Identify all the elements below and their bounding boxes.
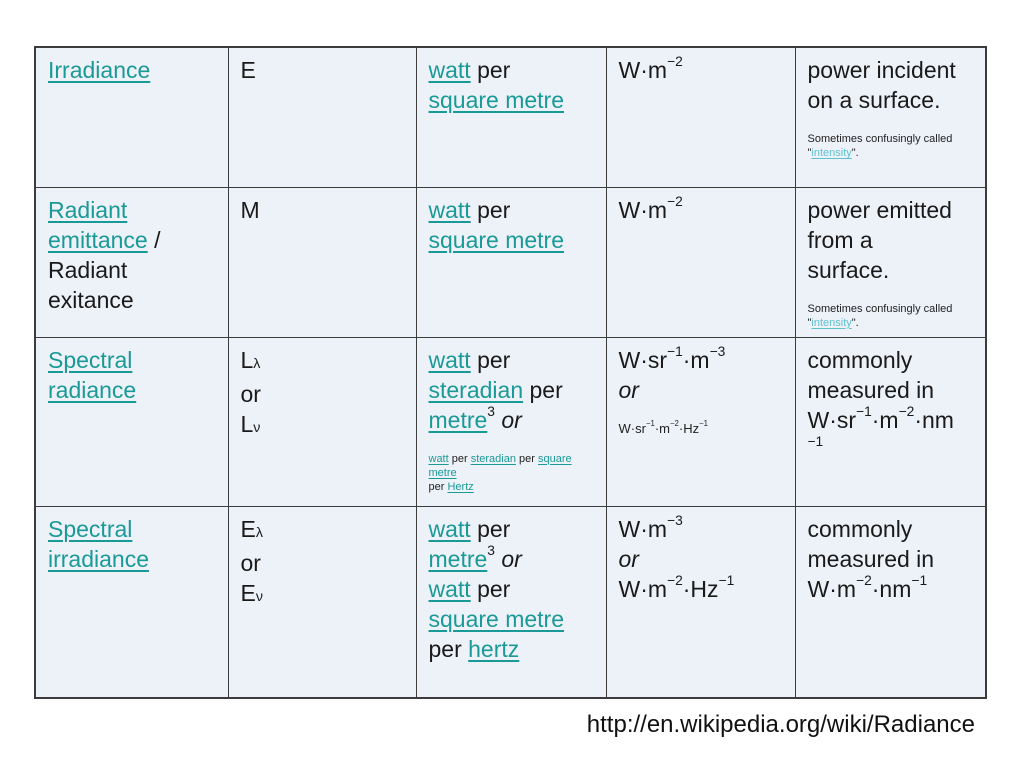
link-square-metre[interactable]: square metre bbox=[428, 605, 565, 632]
text-segment: ". bbox=[851, 147, 859, 159]
text-segment: / Radiant exitance bbox=[48, 226, 161, 313]
cell-block bbox=[808, 132, 974, 160]
table-cell bbox=[416, 47, 606, 187]
cell-block bbox=[619, 514, 783, 604]
cell-block bbox=[619, 420, 783, 437]
text-segment: per bbox=[448, 452, 471, 465]
text-segment: surface. bbox=[807, 256, 890, 283]
link-intensity[interactable]: intensity bbox=[811, 316, 852, 329]
table-cell bbox=[416, 506, 606, 698]
radiometry-table bbox=[34, 46, 987, 699]
cell-block bbox=[808, 195, 974, 285]
text-segment: per bbox=[470, 575, 511, 602]
text-segment: E bbox=[240, 515, 256, 542]
link-watt[interactable]: watt bbox=[428, 346, 471, 373]
text-segment: W·sr bbox=[618, 420, 646, 436]
cell-block bbox=[241, 195, 404, 225]
text-segment: commonly bbox=[807, 515, 913, 542]
cell-block bbox=[429, 514, 594, 664]
text-segment: power emitted bbox=[807, 196, 952, 223]
text-segment: per bbox=[470, 346, 511, 373]
text-segment: or bbox=[240, 549, 261, 576]
text-segment: ·nm bbox=[871, 575, 912, 602]
table-cell bbox=[795, 337, 986, 506]
cell-block bbox=[619, 195, 783, 225]
cell-block bbox=[429, 55, 594, 115]
text-segment: per bbox=[515, 452, 538, 465]
link-spectral-irradiance[interactable]: Spectral irradiance bbox=[48, 515, 149, 572]
link-hertz[interactable]: hertz bbox=[468, 635, 520, 662]
link-steradian[interactable]: steradian bbox=[470, 452, 516, 465]
link-square-metre[interactable]: square metre bbox=[428, 87, 565, 113]
superscript: −2 bbox=[667, 572, 683, 588]
text-segment: W·m bbox=[618, 515, 668, 542]
text-segment: per bbox=[428, 635, 469, 662]
cell-block bbox=[241, 514, 404, 612]
subscript: λ bbox=[255, 524, 263, 541]
table-cell bbox=[35, 187, 228, 337]
table-cell bbox=[416, 187, 606, 337]
table-cell bbox=[795, 187, 986, 337]
text-segment: power incident bbox=[807, 57, 956, 83]
text-segment: or bbox=[240, 380, 261, 407]
cell-block bbox=[429, 195, 594, 255]
text-segment: Sometimes confusingly called " bbox=[807, 302, 953, 329]
subscript: ν bbox=[255, 588, 263, 605]
text-segment: ·Hz bbox=[682, 575, 719, 602]
superscript: −1 bbox=[718, 572, 735, 588]
superscript: −1 bbox=[911, 572, 928, 588]
text-segment: ·m bbox=[654, 420, 670, 436]
link-metre[interactable]: metre bbox=[428, 545, 488, 572]
table-cell bbox=[228, 47, 416, 187]
cell-block bbox=[48, 345, 216, 405]
link-square-metre[interactable]: square metre bbox=[428, 452, 572, 479]
text-segment: L bbox=[240, 410, 254, 437]
text-segment: M bbox=[240, 196, 260, 223]
link-intensity[interactable]: intensity bbox=[811, 147, 852, 159]
text-segment: from a bbox=[807, 226, 873, 253]
table-row bbox=[35, 47, 986, 187]
link-steradian[interactable]: steradian bbox=[428, 376, 524, 403]
text-segment: W·m bbox=[618, 575, 668, 602]
link-watt[interactable]: watt bbox=[428, 57, 471, 83]
text-segment: ·m bbox=[871, 406, 899, 433]
text-segment: or bbox=[494, 406, 522, 433]
text-segment: per bbox=[470, 196, 511, 223]
table-cell bbox=[606, 337, 795, 506]
superscript: −1 bbox=[856, 403, 872, 419]
text-segment: ·m bbox=[682, 346, 710, 373]
text-segment: ·nm bbox=[914, 406, 954, 433]
table-cell bbox=[35, 337, 228, 506]
cell-block bbox=[808, 55, 974, 115]
text-segment: per bbox=[428, 480, 448, 493]
text-segment: or bbox=[494, 545, 522, 572]
cell-block bbox=[619, 345, 783, 405]
superscript: −1 bbox=[667, 343, 683, 359]
radiometry-table-body bbox=[35, 47, 986, 698]
text-segment: measured in bbox=[807, 376, 935, 403]
subscript: λ bbox=[253, 355, 261, 372]
text-segment: or bbox=[618, 376, 639, 403]
table-cell bbox=[228, 187, 416, 337]
cell-block bbox=[429, 345, 594, 435]
table-row bbox=[35, 187, 986, 337]
table-cell bbox=[228, 337, 416, 506]
cell-block bbox=[241, 345, 404, 443]
cell-block bbox=[808, 514, 974, 604]
table-cell bbox=[606, 187, 795, 337]
link-hertz[interactable]: Hertz bbox=[447, 480, 474, 493]
table-cell bbox=[795, 47, 986, 187]
text-segment: per bbox=[523, 376, 563, 403]
text-segment: per bbox=[470, 57, 511, 83]
text-segment: W·m bbox=[618, 196, 668, 223]
text-segment: ". bbox=[851, 316, 859, 329]
link-watt[interactable]: watt bbox=[428, 196, 471, 223]
text-segment: Sometimes confusingly called " bbox=[807, 133, 953, 159]
subscript: ν bbox=[253, 419, 261, 436]
text-segment: W·sr bbox=[807, 406, 857, 433]
superscript: −2 bbox=[898, 403, 915, 419]
source-url: http://en.wikipedia.org/wiki/Radiance bbox=[586, 711, 975, 738]
link-square-metre[interactable]: square metre bbox=[428, 226, 565, 253]
superscript: −1 bbox=[645, 418, 655, 428]
text-segment: on a surface. bbox=[807, 87, 941, 113]
superscript: −2 bbox=[667, 193, 683, 209]
superscript: −3 bbox=[709, 343, 726, 359]
superscript: −1 bbox=[699, 418, 708, 428]
cell-block bbox=[48, 195, 216, 315]
table-cell bbox=[606, 506, 795, 698]
table-cell bbox=[795, 506, 986, 698]
table-cell bbox=[606, 47, 795, 187]
cell-block bbox=[808, 345, 974, 465]
table-cell bbox=[416, 337, 606, 506]
table-cell bbox=[228, 506, 416, 698]
text-segment: W·sr bbox=[618, 346, 668, 373]
text-segment: ·Hz bbox=[678, 420, 700, 436]
cell-block bbox=[48, 514, 216, 574]
table-cell bbox=[35, 47, 228, 187]
table-row bbox=[35, 506, 986, 698]
superscript: −2 bbox=[670, 418, 679, 428]
superscript: −2 bbox=[856, 572, 872, 588]
table-row bbox=[35, 337, 986, 506]
text-segment: or bbox=[618, 545, 639, 572]
text-segment: L bbox=[240, 346, 254, 373]
link-watt[interactable]: watt bbox=[428, 515, 471, 542]
superscript: 3 bbox=[487, 542, 495, 558]
text-segment: E bbox=[240, 57, 256, 83]
link-spectral-radiance[interactable]: Spectral radiance bbox=[48, 346, 137, 403]
cell-block bbox=[619, 55, 783, 85]
link-irradiance[interactable]: Irradiance bbox=[48, 57, 151, 83]
link-watt[interactable]: watt bbox=[428, 575, 471, 602]
cell-block bbox=[429, 452, 594, 494]
link-watt[interactable]: watt bbox=[428, 452, 449, 465]
text-segment: per bbox=[470, 515, 511, 542]
cell-block bbox=[808, 302, 974, 330]
text-segment: commonly bbox=[807, 346, 913, 373]
text-segment: measured in bbox=[807, 545, 935, 572]
text-segment: W·m bbox=[807, 575, 857, 602]
superscript: 3 bbox=[487, 403, 495, 419]
superscript: −2 bbox=[667, 54, 683, 70]
cell-block bbox=[48, 55, 216, 85]
table-cell bbox=[35, 506, 228, 698]
text-segment: W·m bbox=[618, 57, 668, 83]
superscript: −1 bbox=[807, 433, 824, 449]
superscript: −3 bbox=[667, 512, 683, 528]
text-segment: E bbox=[240, 579, 256, 606]
link-metre[interactable]: metre bbox=[428, 406, 488, 433]
link-radiant-emittance[interactable]: Radiant emittance bbox=[48, 196, 148, 253]
cell-block bbox=[241, 55, 404, 85]
